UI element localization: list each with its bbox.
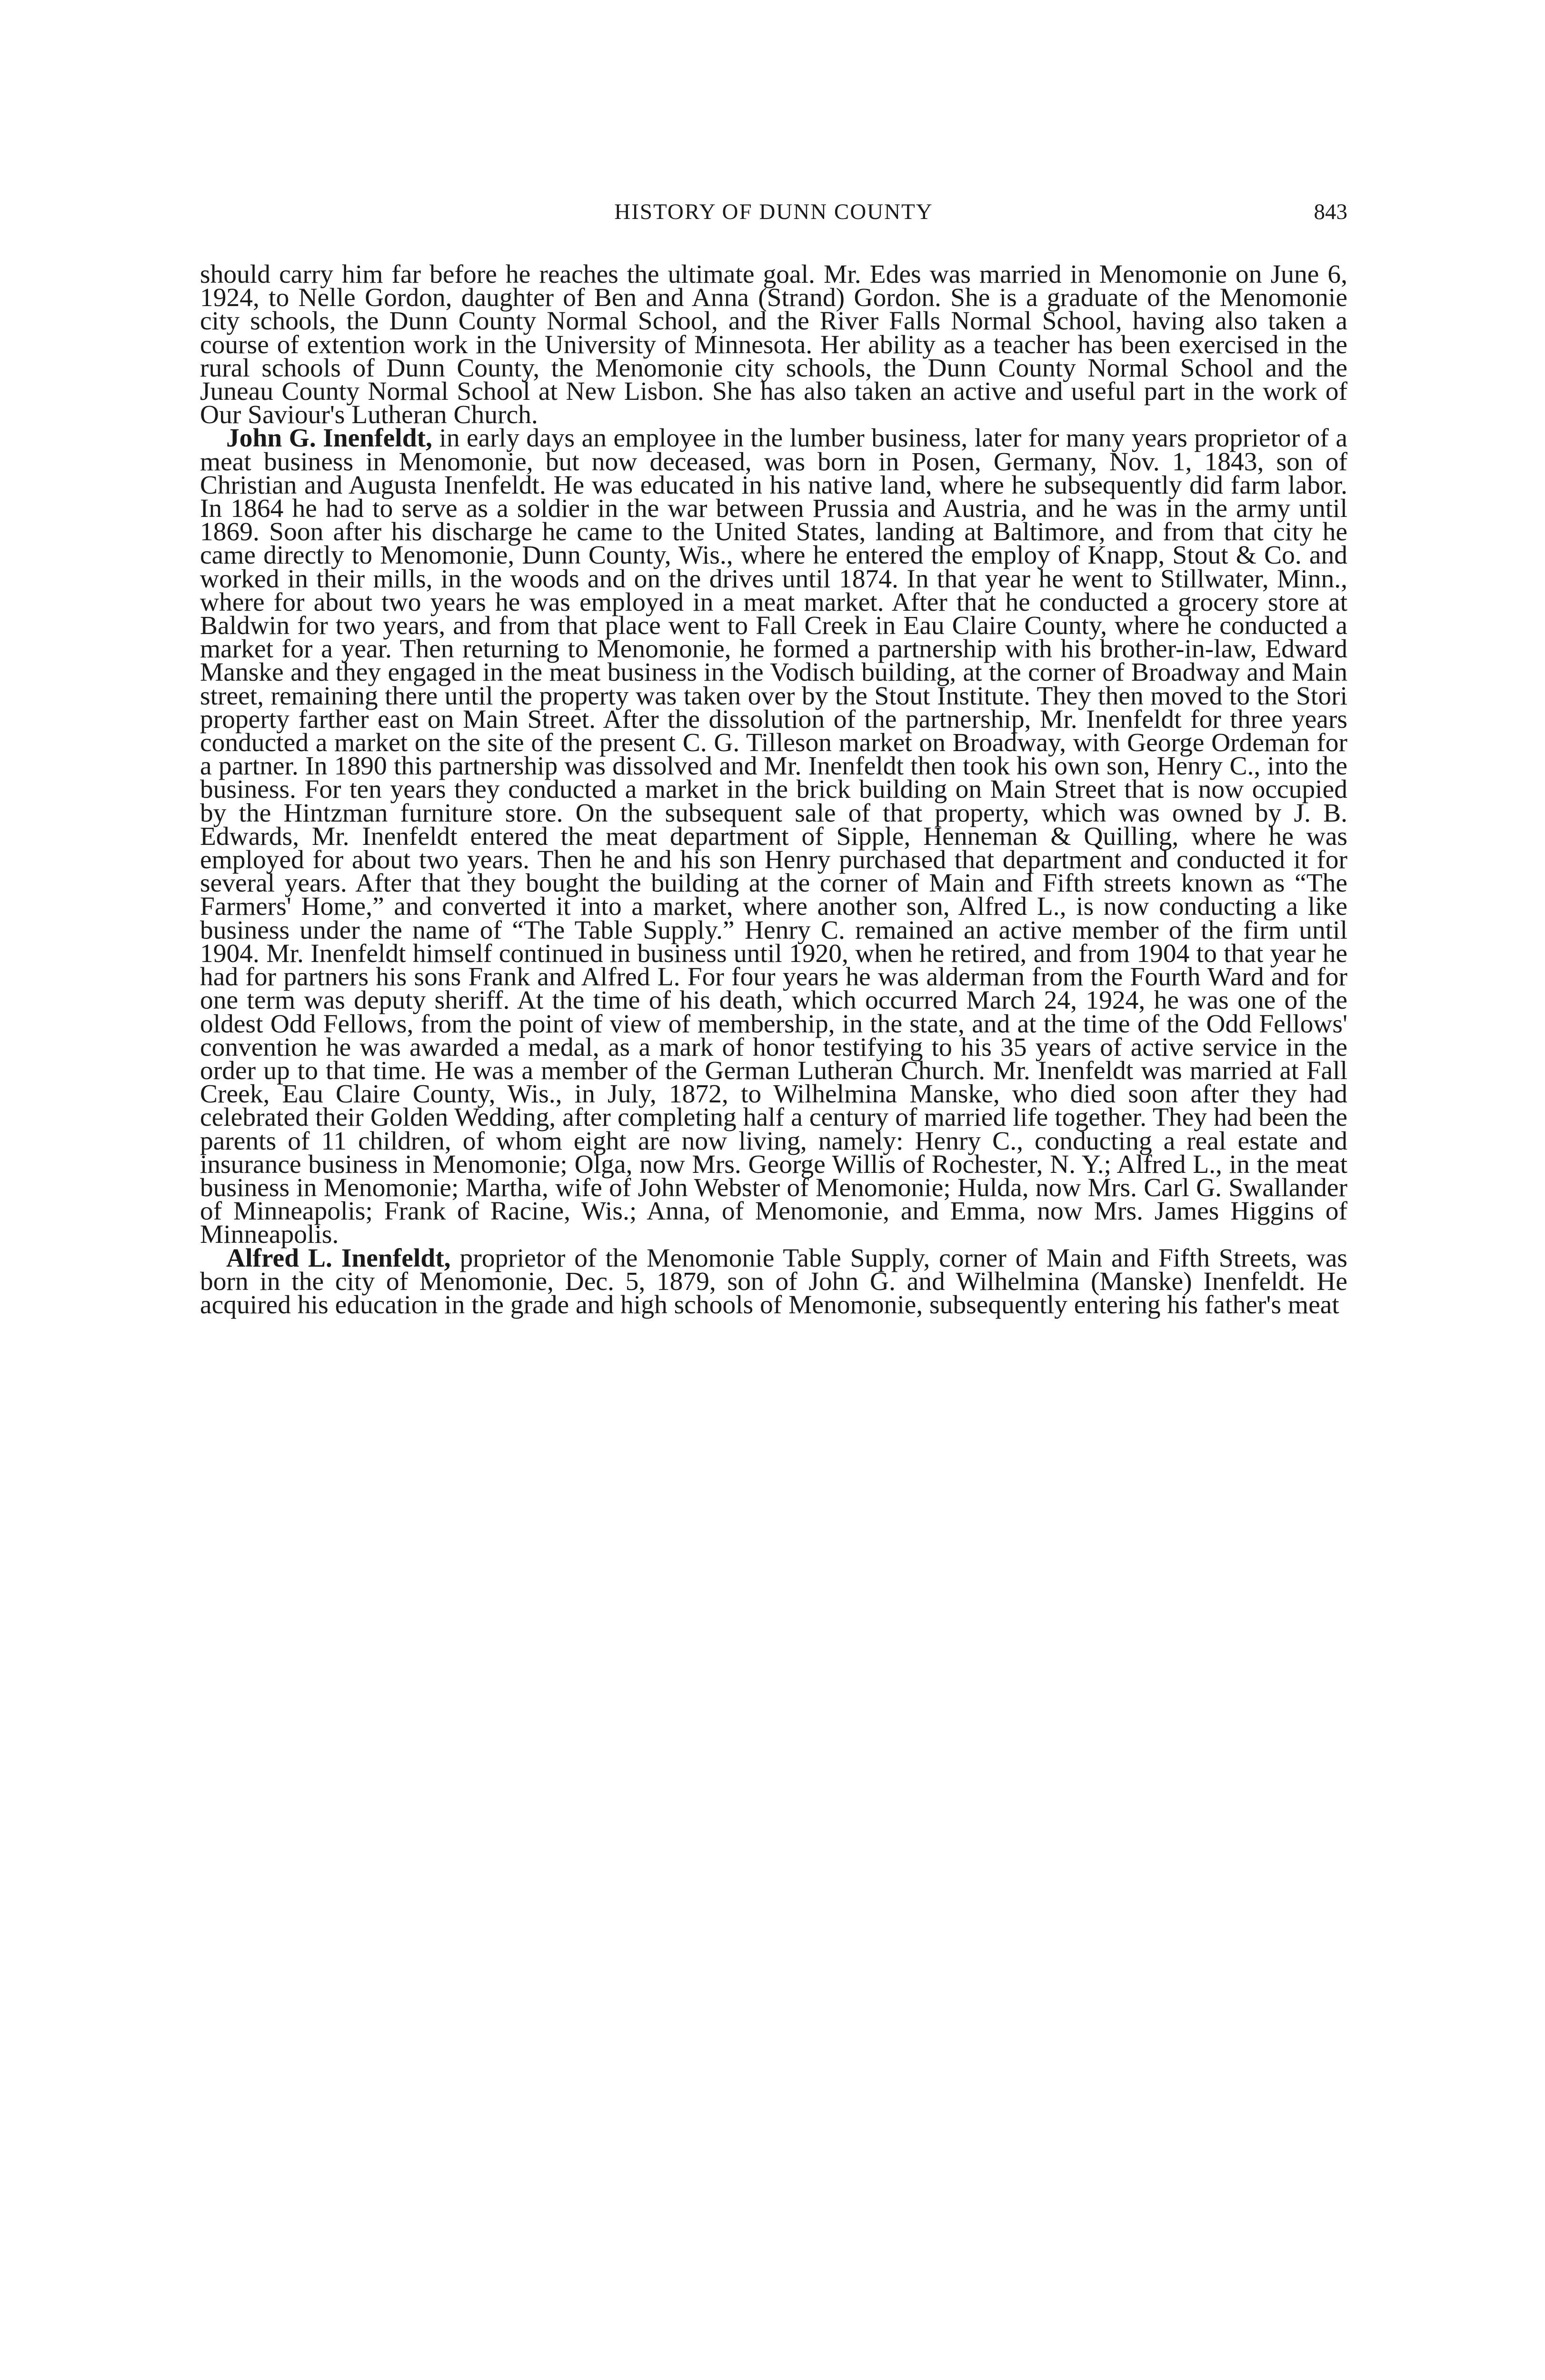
subject-name: John G. Inenfeldt,	[226, 424, 432, 453]
paragraph-text: in early days an employee in the lumber business, later for many years proprietor of a meat business in Menomonie, but now deceased, was born in Posen, Germany, Nov. 1, 1843, son of Christian and Augusta Inenfeldt. He was educated in his native land, where he subsequently did farm labor. In 1864 he had to serve as a soldier in the war between Prussia and Austria, and he was in the army until 1869. Soon after his discharge he came to the United States, landing at Baltimore, and from that city he came directly to Menomonie, Dunn County, Wis., where he entered the employ of Knapp, Stout & Co. and worked in their mills, in the woods and on the drives until 1874. In that year he went to Stillwater, Minn., where for about two years he was employed in a meat market. After that he conducted a grocery store at Baldwin for two years, and from that place went to Fall Creek in Eau Claire County, where he conducted a market for a year. Then returning to Menomonie, he formed a partnership with his brother-in-law, Edward Manske and they engaged in the meat business in the Vodisch building, at the corner of Broadway and Main street, remaining there until the property was taken over by the Stout Institute. They then moved to the Stori property farther east on Main Street. After the dissolution of the partnership, Mr. Inenfeldt for three years conducted a market on the site of the present C. G. Tilleson market on Broadway, with George Ordeman for a partner. In 1890 this partnership was dissolved and Mr. Inenfeldt then took his own son, Henry C., into the business. For ten years they conducted a market in the brick building on Main Street that is now occupied by the Hintzman furniture store. On the subsequent sale of that property, which was owned by J. B. Edwards, Mr. Inenfeldt entered the meat department of Sipple, Henneman & Quilling, where he was employed for about two years. Then he and his son Henry purchased that department and conducted it for several years. After that they bought the building at the corner of Main and Fifth streets known as “The Farmers' Home,” and converted it into a market, where another son, Alfred L., is now conducting a like business under the name of “The Table Supply.” Henry C. remained an active member of the firm until 1904. Mr. Inenfeldt himself continued in business until 1920, when he retired, and from 1904 to that year he had for partners his sons Frank and Alfred L. For four years he was alderman from the Fourth Ward and for one term was deputy sheriff. At the time of his death, which occurred March 24, 1924, he was one of the oldest Odd Fellows, from the point of view of membership, in the state, and at the time of the Odd Fellows' convention he was awarded a medal, as a mark of honor testifying to his 35 years of active service in the order up to that time. He was a member of the German Lutheran Church. Mr. Inenfeldt was married at Fall Creek, Eau Claire County, Wis., in July, 1872, to Wilhelmina Manske, who died soon after they had celebrated their Golden Wedding, after completing half a century of married life together. They had been the parents of 11 children, of whom eight are now living, namely: Henry C., conducting a real estate and insurance business in Menomonie; Olga, now Mrs. George Willis of Rochester, N. Y.; Alfred L., in the meat business in Menomonie; Martha, wife of John Webster of Menomonie; Hulda, now Mrs. Carl G. Swallander of Minneapolis; Frank of Racine, Wis.; Anna, of Menomonie, and Emma, now Mrs. James Higgins of Minneapolis.	[200, 424, 1347, 1250]
page-header	[200, 199, 1347, 228]
biography-entry-john-inenfeldt	[200, 424, 1347, 1250]
paragraph-continuation	[200, 260, 1347, 430]
biography-entry-alfred-inenfeldt	[200, 1243, 1348, 1319]
paragraph-text: should carry him far before he reaches the ultimate goal. Mr. Edes was married in Menomonie on June 6, 1924, to Nelle Gordon, daughter of Ben and Anna (Strand) Gordon. She is a graduate of the Menomonie city schools, the Dunn County Normal School, and the River Falls Normal School, having also taken a course of extention work in the University of Minnesota. Her ability as a teacher has been exercised in the rural schools of Dunn County, the Menomonie city schools, the Dunn County Normal School and the Juneau County Normal School at New Lisbon. She has also taken an active and useful part in the work of Our Saviour's Lutheran Church.	[200, 260, 1347, 430]
page-number: 843	[1314, 199, 1347, 224]
paragraph-text: proprietor of the Menomonie Table Supply, corner of Main and Fifth Streets, was born in the city of Menomonie, Dec. 5, 1879, son of John G. and Wilhelmina (Manske) Inenfeldt. He acquired his education in the grade and high schools of Menomonie, subsequently entering his father's meat	[200, 1243, 1348, 1319]
subject-name: Alfred L. Inenfeldt,	[226, 1243, 451, 1273]
body-text	[200, 260, 1348, 1319]
running-title: HISTORY OF DUNN COUNTY	[614, 199, 933, 224]
